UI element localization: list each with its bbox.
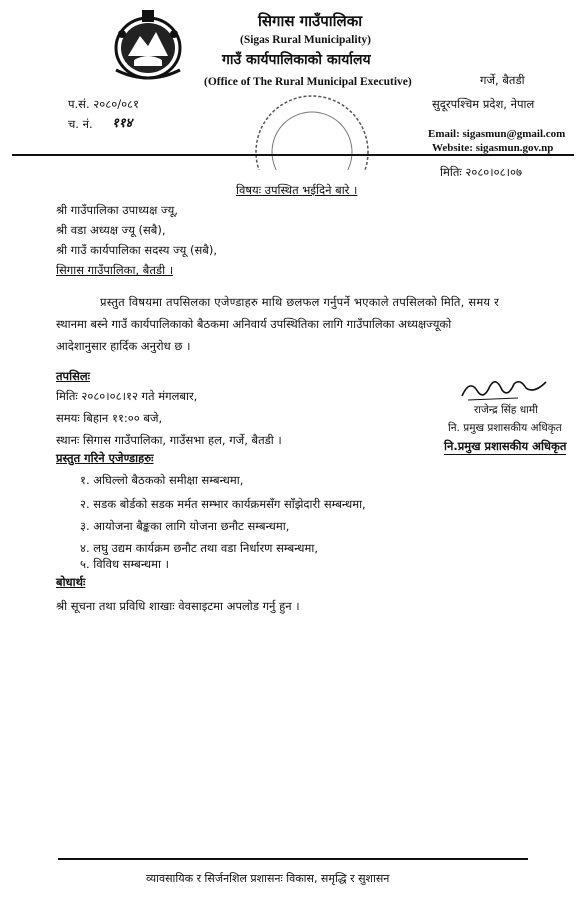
header-divider [12, 154, 574, 156]
municipality-title-np: सिगास गाउँपालिका [258, 12, 363, 30]
tapsil-heading: तपसिलः [56, 369, 90, 383]
recipient-2: श्री वडा अध्यक्ष ज्यू (सबै), [56, 223, 166, 237]
website: Website: sigasmun.gov.np [432, 142, 554, 154]
email: Email: sigasmun@gmail.com [428, 128, 566, 140]
handwritten-signature [458, 374, 550, 404]
letter-date: मितिः २०८०।०८।०७ [440, 165, 522, 179]
recipient-1: श्री गाउँपालिका उपाध्यक्ष ज्यू, [56, 203, 178, 217]
body-line-1: प्रस्तुत विषयमा तपसिलका एजेण्डाहरु माथि छलफल गर्नुपर्ने भएकाले तपसिलको मिति, समय र [100, 295, 500, 309]
footer-slogan: व्यावसायिक र सिर्जनशिल प्रशासनः विकास, समृद्धि र सुशासन [146, 872, 390, 885]
province: सुदूरपश्चिम प्रदेश, नेपाल [432, 97, 535, 111]
bodhartha-line: श्री सूचना तथा प्रविधि शाखाः वेवसाइटमा अपलोड गर्नु हुन । [56, 599, 300, 613]
signatory-name: राजेन्द्र सिंह धामी [474, 404, 538, 416]
signatory-title: नि. प्रमुख प्रशासकीय अधिकृत [448, 422, 562, 434]
chalani-label: च. नं. [68, 117, 93, 131]
body-line-2: स्थानमा बस्ने गाउँ कार्यपालिकाको बैठकमा अनिवार्य उपस्थितिका लागि गाउँपालिका अध्यक्षज्यूको [56, 317, 452, 331]
tapsil-date: मितिः २०८०।०८।१२ गते मंगलबार, [56, 389, 198, 403]
tapsil-place: स्थानः सिगास गाउँपालिका, गाउँसभा हल, गर्जे, बैतडी । [56, 433, 282, 447]
emblem-logo [108, 6, 188, 82]
subject-line: विषयः उपस्थित भईदिने बारे । [236, 183, 358, 197]
location: गर्जे, बैतडी [480, 73, 525, 87]
agenda-item-5: ५. विविध सम्बन्धमा । [80, 557, 169, 571]
municipality-title-en: (Sigas Rural Municipality) [240, 34, 371, 46]
bodhartha-heading: बोधार्थः [56, 575, 86, 589]
agenda-item-1: १. अघिल्लो बैठकको समीक्षा सम्बन्धमा, [80, 473, 244, 487]
agenda-heading: प्रस्तुत गरिने एजेण्डाहरुः [56, 451, 154, 465]
office-stamp [252, 90, 372, 170]
footer-divider [58, 858, 528, 860]
agenda-item-2: २. सडक बोर्डको सडक मर्मत सम्भार कार्यक्रमसँग साँझेदारी सम्बन्धमा, [80, 497, 366, 511]
recipient-4: सिगास गाउँपालिका, बैतडी । [56, 263, 174, 277]
office-title-np: गाउँ कार्यपालिकाको कार्यालय [222, 52, 371, 68]
tapsil-time: समयः बिहान ११:०० बजे, [56, 411, 163, 425]
signatory-stamp: नि.प्रमुख प्रशासकीय अधिकृत [444, 439, 567, 453]
patra-sankhya: प.सं. २०८०/०८१ [68, 97, 140, 111]
chalani-number: ११४ [112, 116, 133, 131]
recipient-3: श्री गाउँ कार्यपालिका सदस्य ज्यू (सबै), [56, 243, 217, 257]
body-line-3: आदेशानुसार हार्दिक अनुरोध छ । [56, 339, 191, 353]
office-title-en: (Office of The Rural Municipal Executive) [204, 76, 412, 88]
agenda-item-4: ४. लघु उद्यम कार्यक्रम छनौट तथा वडा निर्धारण सम्बन्धमा, [80, 541, 318, 555]
agenda-item-3: ३. आयोजना बैङ्कका लागि योजना छनौट सम्बन्धमा, [80, 519, 290, 533]
